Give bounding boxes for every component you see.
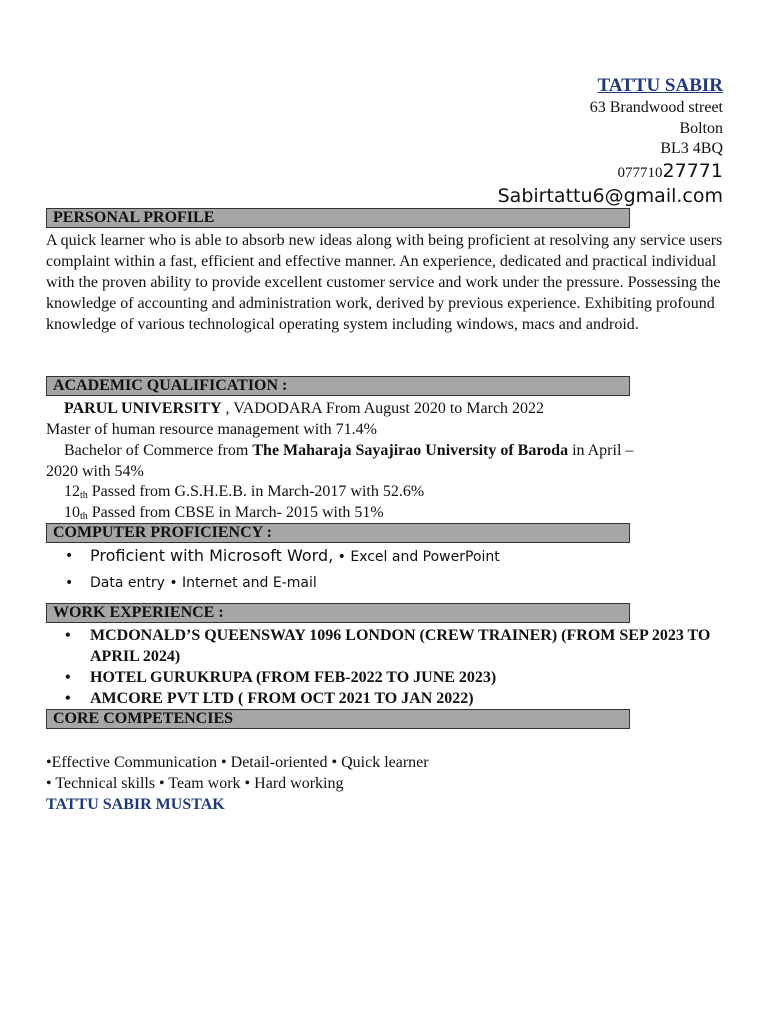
bcom-prefix: Bachelor of Commerce from: [64, 442, 253, 459]
university-name: PARUL UNIVERSITY: [64, 400, 222, 417]
list-item: [90, 543, 723, 570]
tenth-suffix: th: [80, 511, 88, 522]
skill-word: Proficient with Microsoft Word,: [90, 546, 334, 565]
personal-profile-text: A quick learner who is able to absorb new ideas along with being proficient at resolving any service users complaint within a fast, efficient and effective manner. An experience, dedicated and practical individual with the proven ability to provide excellent customer service and work under the pressure. Possessing the knowledge of accounting and administration work, derived by previous experience. Exhibiting profound knowledge of various technological operating system including windows, macs and android.: [46, 232, 723, 333]
bcom-university: The Maharaja Sayajirao University of Baroda: [252, 442, 569, 459]
address-postcode: BL3 4BQ: [660, 140, 723, 157]
core-competencies-line1: •Effective Communication • Detail-oriented • Quick learner: [46, 754, 429, 771]
phone-prefix: 077710: [617, 164, 663, 181]
academic-heading: ACADEMIC QUALIFICATION :: [46, 376, 630, 396]
list-item: • AMCORE PVT LTD ( FROM OCT 2021 TO JAN 2022): [90, 688, 723, 709]
tenth-text: Passed from CBSE in March- 2015 with 51%: [87, 504, 384, 521]
skill-excel: • Excel and PowerPoint: [333, 549, 500, 565]
work-experience-list: [46, 625, 723, 709]
personal-profile-heading: PERSONAL PROFILE: [46, 208, 630, 228]
list-item: • Data entry • Internet and E-mail: [90, 570, 723, 596]
academic-bcom-line2: 2020 with 54%: [46, 463, 144, 480]
computer-proficiency-heading: COMPUTER PROFICIENCY :: [46, 523, 630, 543]
email-address: Sabirtattu6@gmail.com: [497, 184, 723, 207]
phone-suffix: 27771: [662, 159, 723, 182]
core-competencies-heading: CORE COMPETENCIES: [46, 709, 630, 729]
tenth-number: 10: [64, 504, 80, 521]
twelfth-text: Passed from G.S.H.E.B. in March-2017 with 52.6%: [87, 483, 425, 500]
academic-masters-line: Master of human resource management with 71.4%: [46, 421, 378, 438]
signature-name: TATTU SABIR MUSTAK: [46, 796, 225, 813]
address-city: Bolton: [679, 119, 723, 137]
list-item: • MCDONALD’S QUEENSWAY 1096 LONDON (CREW TRAINER) (FROM SEP 2023 TO APRIL 2024): [90, 625, 723, 667]
address-street: 63 Brandwood street: [589, 99, 723, 116]
twelfth-number: 12: [64, 483, 80, 500]
work-experience-heading: WORK EXPERIENCE :: [46, 603, 630, 623]
phone-number: [46, 160, 723, 184]
candidate-name: TATTU SABIR: [597, 75, 723, 96]
bcom-suffix: in April –: [568, 442, 634, 459]
academic-university-line: [46, 398, 544, 419]
twelfth-suffix: th: [80, 490, 88, 501]
list-item: • HOTEL GURUKRUPA (FROM FEB-2022 TO JUNE 2023): [90, 667, 723, 688]
university-details: , VADODARA From August 2020 to March 2022: [221, 400, 545, 417]
academic-bcom-line: [46, 440, 633, 461]
contact-header: [46, 74, 723, 208]
computer-skills-list: [46, 543, 723, 596]
core-competencies-line2: • Technical skills • Team work • Hard working: [46, 775, 344, 792]
